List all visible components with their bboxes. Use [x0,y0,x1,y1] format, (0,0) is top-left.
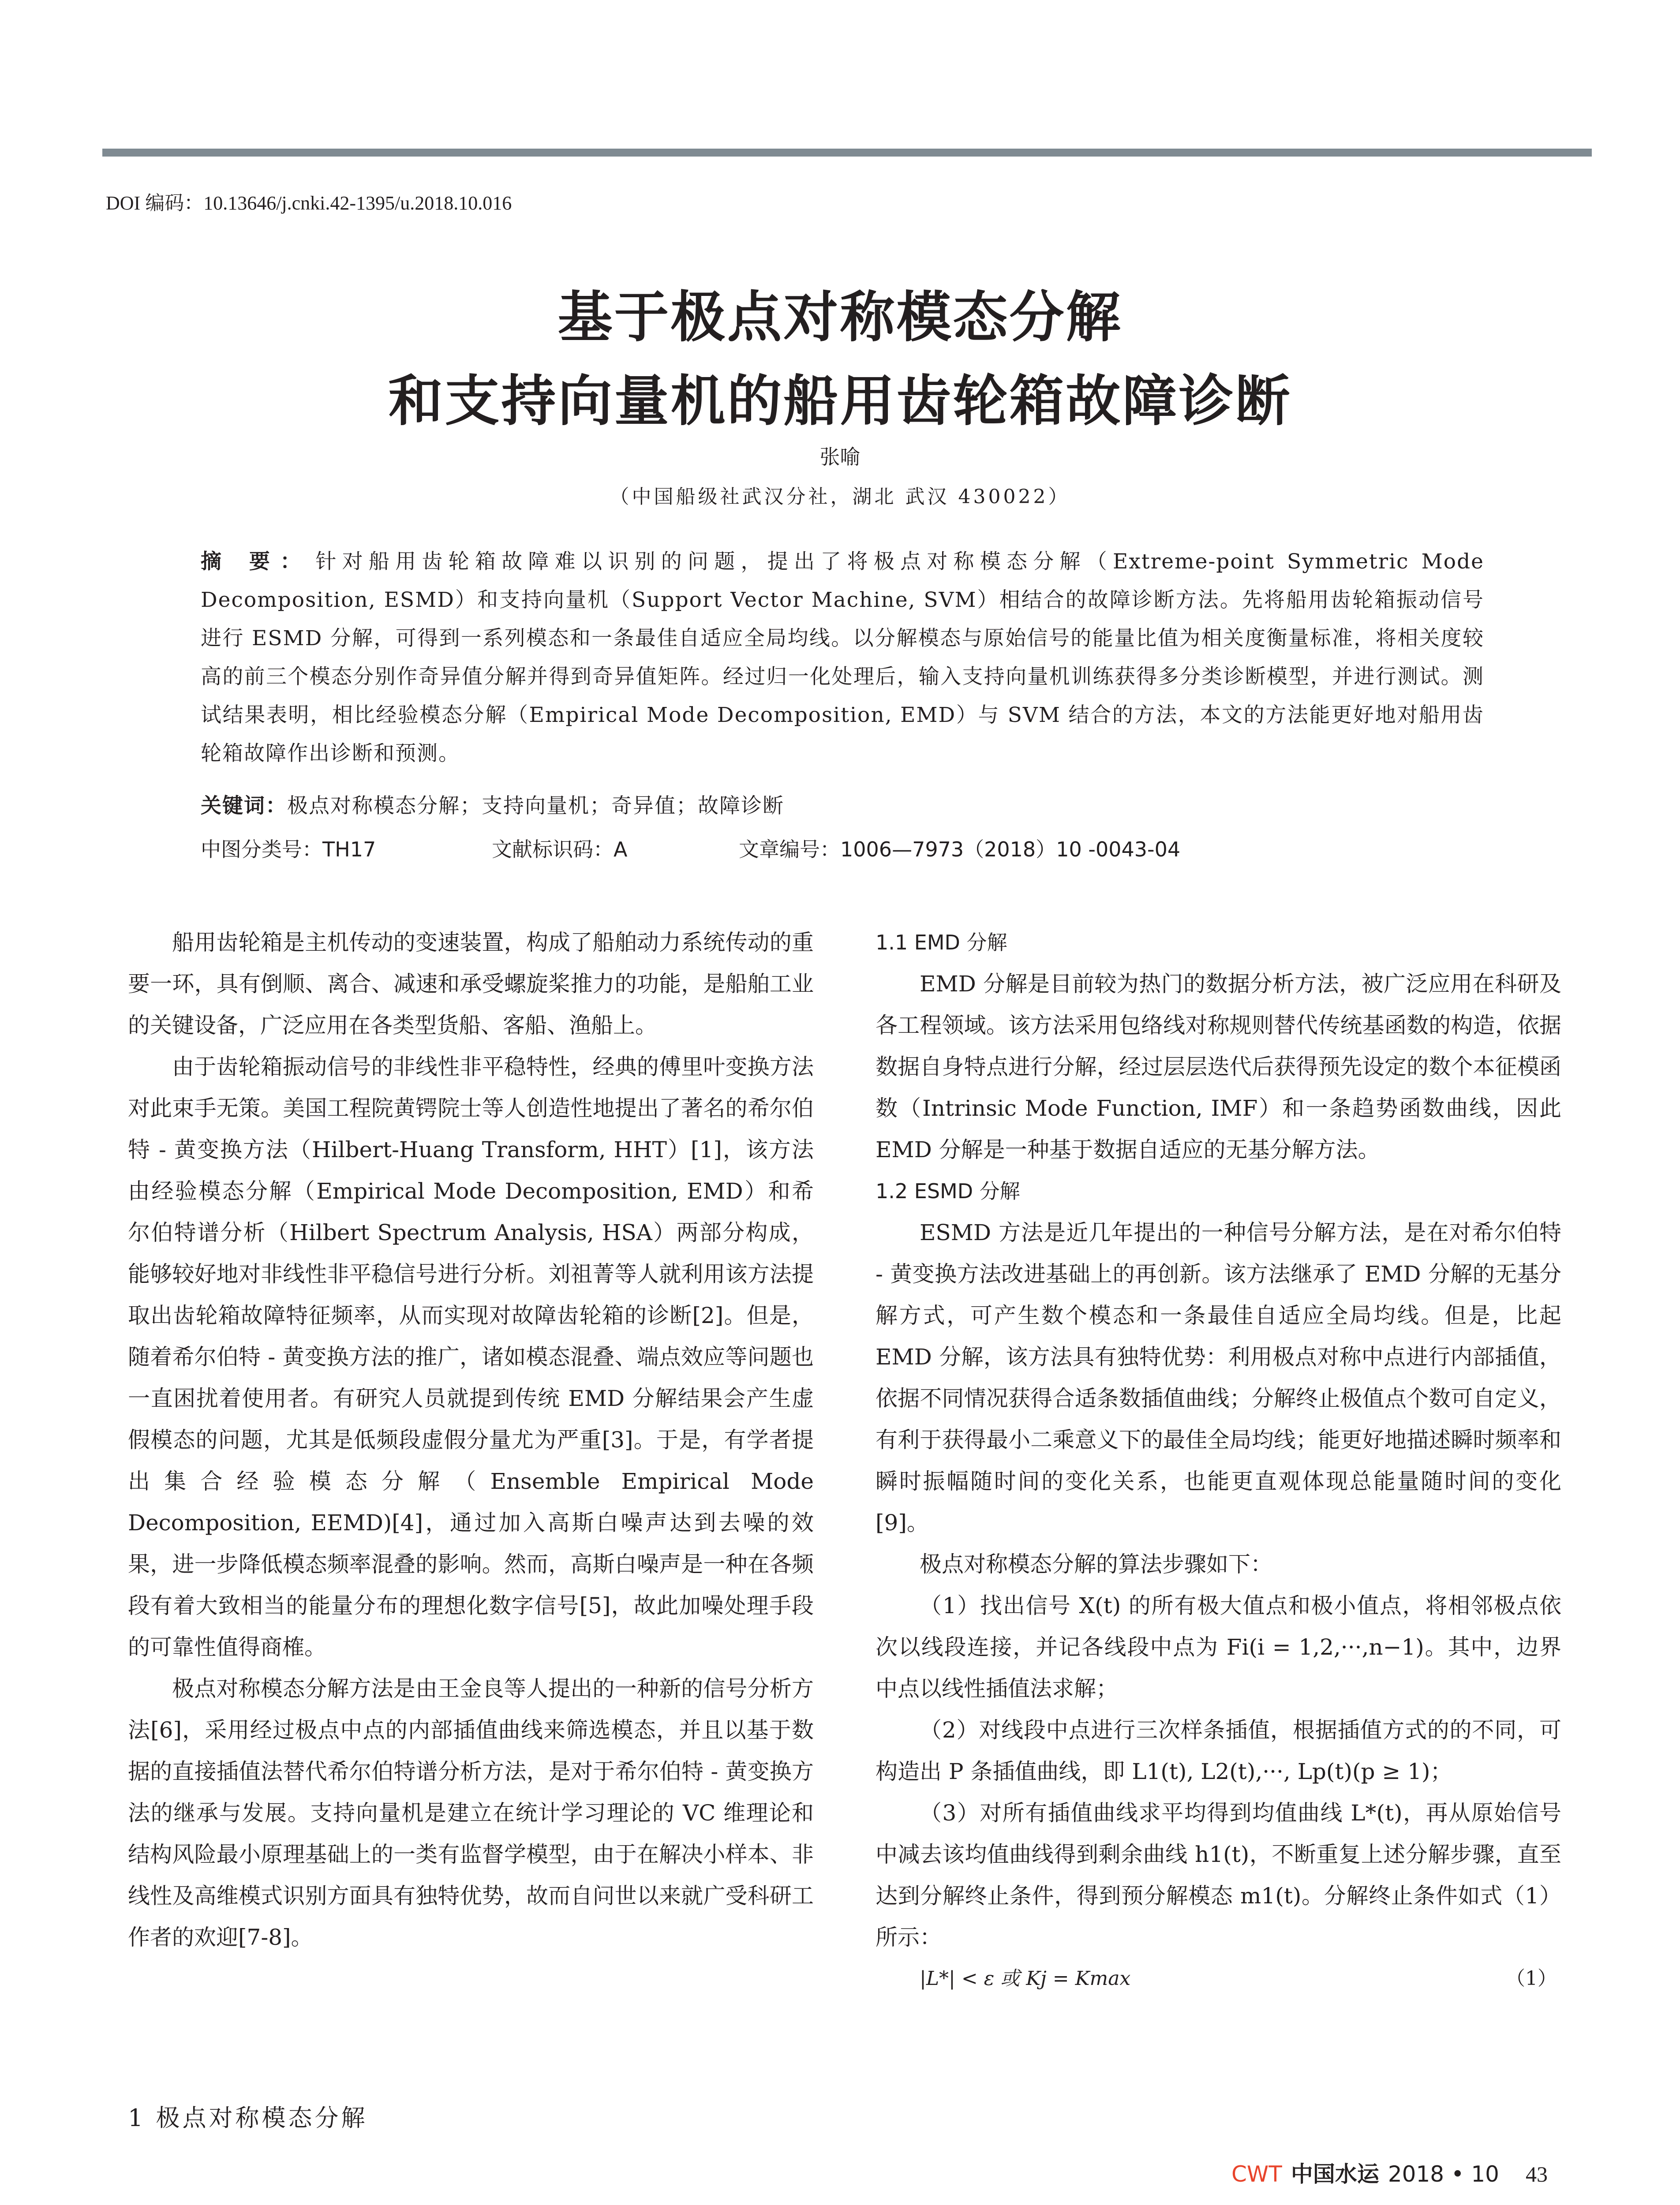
header-rule [102,149,1592,157]
keywords-text: 极点对称模态分解；支持向量机；奇异值；故障诊断 [287,794,784,818]
abstract-text: 针对船用齿轮箱故障难以识别的问题，提出了将极点对称模态分解（Extreme-point Symmetric Mode Decomposition, ESMD）和支持向量机（Support Vector Machine, SVM）相结合的故障诊断方法。先将船用齿轮箱振动信号进行 ESMD 分解，可得到一系列模态和一条最佳自适应全局均线。以分解模态与原始信号的能量比值为相关度衡量标准，将相关度较高的前三个模态分别作奇异值分解并得到奇异值矩阵。经过归一化处理后，输入支持向量机训练获得多分类诊断模型，并进行测试。测试结果表明，相比经验模态分解（Empirical Mode Decomposition, EMD）与 SVM 结合的方法，本文的方法能更好地对船用齿轮箱故障作出诊断和预测。 [201,549,1484,766]
right-column [876,922,1561,1999]
equation-number: （1） [1506,1967,1557,1990]
equation-text: |L*| < ε 或 Kj = Kmax [920,1967,1131,1990]
document-code: 文献标识码：A [492,837,628,861]
footer-brand: CWT [1231,2161,1282,2187]
paragraph: 船用齿轮箱是主机传动的变速装置，构成了船舶动力系统传动的重要一环，具有倒顺、离合、减速和承受螺旋桨推力的功能，是船舶工业的关键设备，广泛应用在各类型货船、客船、渔船上。 [128,930,814,1038]
footer-journal: 中国水运 [1291,2161,1379,2187]
paragraph: 由于齿轮箱振动信号的非线性非平稳特性，经典的傅里叶变换方法对此束手无策。美国工程院黄锷院士等人创造性地提出了著名的希尔伯特 - 黄变换方法（Hilbert-Huang Transform, HHT）[1]，该方法由经验模态分解（Empirical Mode Decomposition, EMD）和希尔伯特谱分析（Hilbert Spectrum Analysis, HSA）两部分构成，能够较好地对非线性非平稳信号进行分析。刘祖菁等人就利用该方法提取出齿轮箱故障特征频率，从而实现对故障齿轮箱的诊断[2]。但是，随着希尔伯特 - 黄变换方法的推广，诸如模态混叠、端点效应等问题也一直困扰着使用者。有研究人员就提到传统 EMD 分解结果会产生虚假模态的问题，尤其是低频段虚假分量尤为严重[3]。于是，有学者提出集合经验模态分解（Ensemble Empirical Mode Decomposition, EEMD)[4]，通过加入高斯白噪声达到去噪的效果，进一步降低模态频率混叠的影响。然而，高斯白噪声是一种在各频段有着大致相当的能量分布的理想化数字信号[5]，故此加噪处理手段的可靠性值得商榷。 [128,1054,814,1660]
subsection-heading-1-2: 1.2 ESMD 分解 [876,1179,1020,1203]
page-number: 43 [1526,2162,1548,2186]
class-number: 中图分类号：TH17 [201,837,376,861]
paragraph: EMD 分解是目前较为热门的数据分析方法，被广泛应用在科研及各工程领域。该方法采用包络线对称规则替代传统基函数的构造，依据数据自身特点进行分解，经过层层迭代后获得预先设定的数个本征模函数（Intrinsic Mode Function, IMF）和一条趋势函数曲线，因此 EMD 分解是一种基于数据自适应的无基分解方法。 [876,971,1561,1162]
keywords [201,789,784,819]
affiliation: （中国船级社武汉分社，湖北 武汉 430022） [610,486,1070,508]
title-line-2: 和支持向量机的船用齿轮箱故障诊断 [388,369,1292,433]
step-1: （1）找出信号 X(t) 的所有极大值点和极小值点，将相邻极点依次以线段连接，并记各线段中点为 Fi(i = 1,2,···,n−1)。其中，边界中点以线性插值法求解； [876,1593,1561,1701]
paragraph: ESMD 方法是近几年提出的一种信号分解方法，是在对希尔伯特 - 黄变换方法改进基础上的再创新。该方法继承了 EMD 分解的无基分解方式，可产生数个模态和一条最佳自适应全局均线。但是，比起 EMD 分解，该方法具有独特优势：利用极点对称中点进行内部插值，依据不同情况获得合适条数插值曲线；分解终止极值点个数可自定义，有利于获得最小二乘意义下的最佳全局均线；能更好地描述瞬时频率和瞬时振幅随时间的变化关系，也能更直观体现总能量随时间的变化[9]。 [876,1220,1561,1536]
paragraph: 极点对称模态分解的算法步骤如下： [920,1551,1272,1577]
step-3: （3）对所有插值曲线求平均得到均值曲线 L*(t)，再从原始信号中减去该均值曲线得到剩余曲线 h1(t)，不断重复上述分解步骤，直至达到分解终止条件，得到预分解模态 m1(t)。分解终止条件如式（1）所示： [876,1800,1561,1950]
footer-issue: 2018 • 10 [1388,2161,1499,2187]
author: 张喻 [819,445,861,469]
keywords-label: 关键词： [201,794,287,818]
abstract-label: 摘 要： [201,549,311,574]
section-heading-1: 1 极点对称模态分解 [128,2104,368,2132]
abstract [201,542,1484,773]
subsection-heading-1-1: 1.1 EMD 分解 [876,931,1007,954]
step-2: （2）对线段中点进行三次样条插值，根据插值方式的的不同，可构造出 P 条插值曲线，即 L1(t), L2(t),···, Lp(t)(p ≥ 1)； [876,1717,1561,1784]
equation-1 [876,1958,1561,1999]
article-number: 文章编号：1006—7973（2018）10 -0043-04 [739,837,1181,861]
paragraph: 极点对称模态分解方法是由王金良等人提出的一种新的信号分析方法[6]，采用经过极点中点的内部插值曲线来筛选模态，并且以基于数据的直接插值法替代希尔伯特谱分析方法，是对于希尔伯特 - 黄变换方法的继承与发展。支持向量机是建立在统计学习理论的 VC 维理论和结构风险最小原理基础上的一类有监督学模型，由于在解决小样本、非线性及高维模式识别方面具有独特优势，故而自问世以来就广受科研工作者的欢迎[7-8]。 [128,1676,814,1950]
title-line-1: 基于极点对称模态分解 [558,285,1122,349]
doi-line: DOI 编码：10.13646/j.cnki.42-1395/u.2018.10.016 [106,192,512,214]
page-footer [1231,2156,1548,2188]
left-column [128,922,814,1958]
